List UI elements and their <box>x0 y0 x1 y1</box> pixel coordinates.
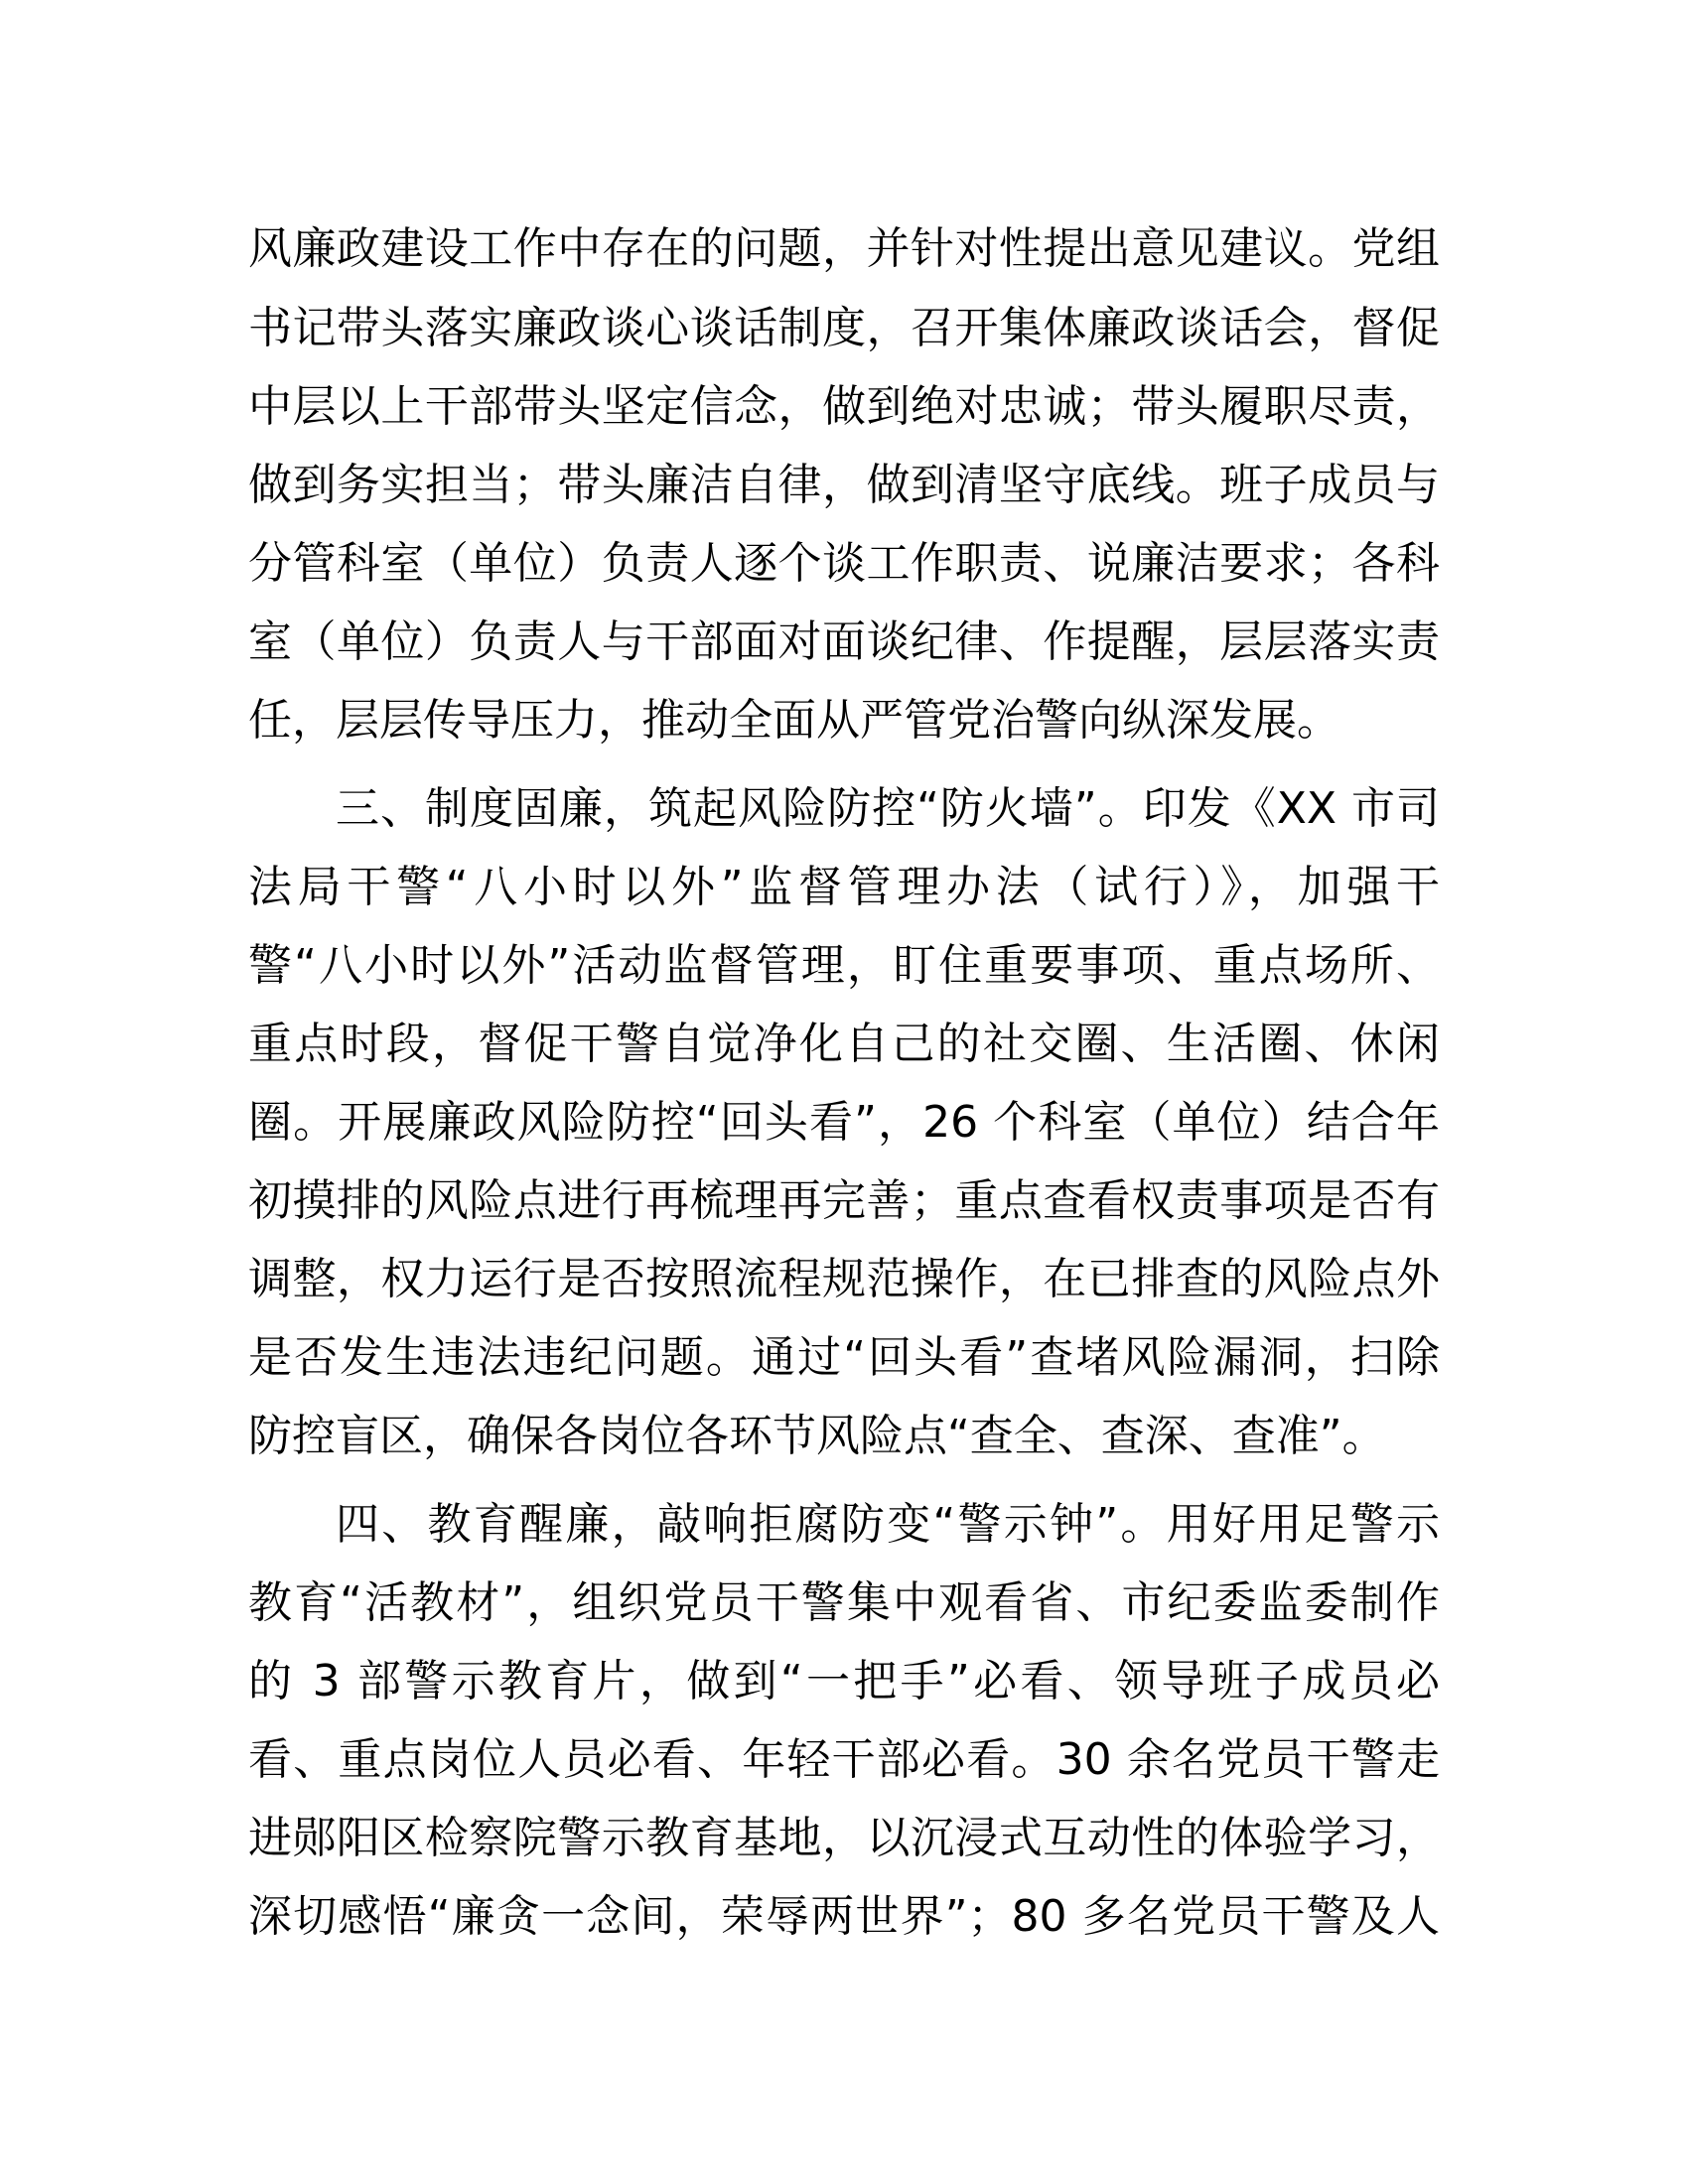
paragraph-2-line-3: 警“八小时以外”活动监督管理，盯住重要事项、重点场所、 <box>248 940 1440 991</box>
paragraph-3-line-1: 四、教育醒廉，敲响拒腐防变“警示钟”。用好用足警示 <box>336 1499 1440 1550</box>
paragraph-3-line-6: 深切感悟“廉贪一念间，荣辱两世界”；80 多名党员干警及人 <box>248 1891 1440 1942</box>
paragraph-2-line-8: 是否发生违法违纪问题。通过“回头看”查堵风险漏洞，扫除 <box>248 1332 1440 1383</box>
paragraph-3-line-5: 进郧阳区检察院警示教育基地，以沉浸式互动性的体验学习， <box>248 1813 1440 1863</box>
paragraph-3-line-2: 教育“活教材”，组织党员干警集中观看省、市纪委监委制作 <box>248 1577 1440 1628</box>
paragraph-3-line-3: 的 3 部警示教育片，做到“一把手”必看、领导班子成员必 <box>248 1656 1440 1706</box>
paragraph-1-line-7: 任，层层传导压力，推动全面从严管党治警向纵深发展。 <box>248 695 1340 746</box>
paragraph-1-line-4: 做到务实担当；带头廉洁自律，做到清坚守底线。班子成员与 <box>248 460 1440 510</box>
paragraph-2-line-7: 调整，权力运行是否按照流程规范操作，在已排查的风险点外 <box>248 1254 1440 1304</box>
paragraph-1-line-5: 分管科室（单位）负责人逐个谈工作职责、说廉洁要求；各科 <box>248 538 1440 589</box>
paragraph-3-line-4: 看、重点岗位人员必看、年轻干部必看。30 余名党员干警走 <box>248 1734 1440 1785</box>
paragraph-2-line-4: 重点时段，督促干警自觉净化自己的社交圈、生活圈、休闲 <box>248 1019 1440 1069</box>
paragraph-2-line-9: 防控盲区，确保各岗位各环节风险点“查全、查深、查准”。 <box>248 1411 1386 1461</box>
paragraph-1-line-3: 中层以上干部带头坚定信念，做到绝对忠诚；带头履职尽责， <box>248 381 1440 432</box>
paragraph-2-line-6: 初摸排的风险点进行再梳理再完善；重点查看权责事项是否有 <box>248 1175 1440 1226</box>
paragraph-2-line-1: 三、制度固廉，筑起风险防控“防火墙”。印发《XX 市司 <box>336 783 1440 834</box>
paragraph-1-line-2: 书记带头落实廉政谈心谈话制度，召开集体廉政谈话会，督促 <box>248 303 1440 353</box>
paragraph-2-line-5: 圈。开展廉政风险防控“回头看”，26 个科室（单位）结合年 <box>248 1097 1440 1148</box>
paragraph-2-line-2: 法局干警“八小时以外”监督管理办法（试行）》，加强干 <box>248 862 1440 912</box>
paragraph-1-line-6: 室（单位）负责人与干部面对面谈纪律、作提醒，层层落实责 <box>248 616 1440 667</box>
paragraph-1-line-1: 风廉政建设工作中存在的问题，并针对性提出意见建议。党组 <box>248 223 1440 274</box>
